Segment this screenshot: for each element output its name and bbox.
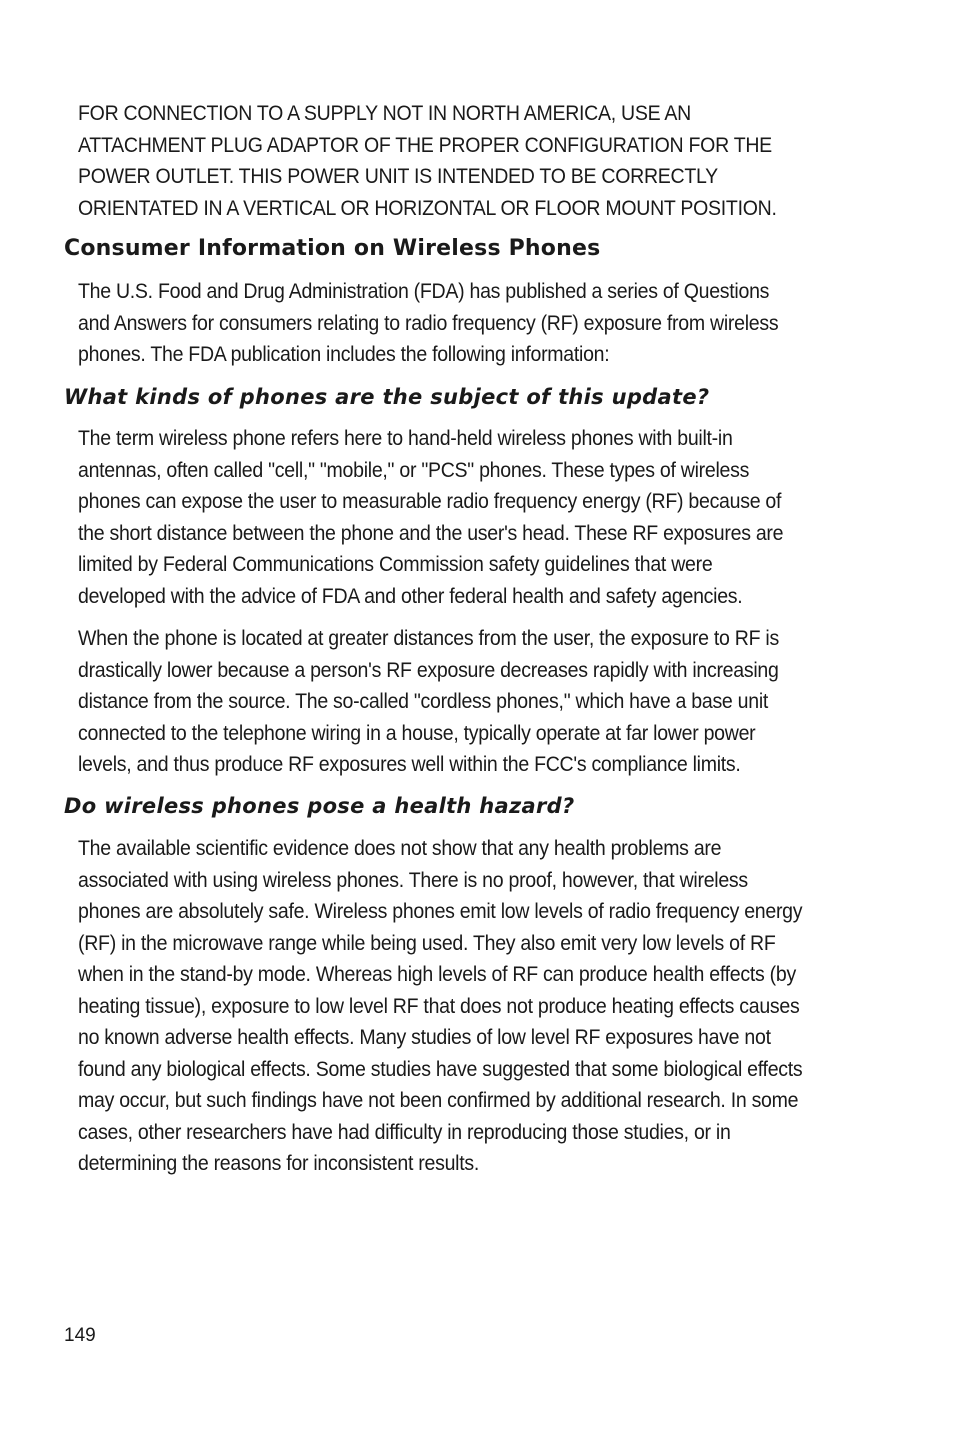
power-notice-paragraph: FOR CONNECTION TO A SUPPLY NOT IN NORTH AMERICA, USE AN ATTACHMENT PLUG ADAPTOR OF THE PROPER CONFIGURATION FOR THE POWER OUTLET. THIS POWER UNIT IS INTENDED TO BE CORRECTLY ORIENTATED IN A VERTICAL OR HORIZONTAL OR FLOOR MOUNT POSITION. — [78, 102, 777, 220]
phones-subject-paragraph-2: When the phone is located at greater distances from the user, the exposure to RF is drastically lower because a person's RF exposure decreases rapidly with increasing distance from the source. The so-called "cordless phones," which have a base unit connected to the telephone wiring in a house, typically operate at far lower power levels, and thus produce RF exposures well within the FCC's compliance limits. — [78, 627, 779, 776]
question-heading-phones-subject: What kinds of phones are the subject of this update? — [64, 385, 710, 409]
page-number: 149 — [64, 1325, 96, 1346]
section-heading-consumer-information: Consumer Information on Wireless Phones — [64, 236, 601, 261]
fda-intro-paragraph: The U.S. Food and Drug Administration (FDA) has published a series of Questions and Answers for consumers relating to radio frequency (RF) exposure from wireless phones. The FDA publication includes the following information: — [78, 280, 779, 366]
question-heading-health-hazard: Do wireless phones pose a health hazard? — [64, 794, 575, 818]
health-hazard-paragraph: The available scientific evidence does not show that any health problems are associated with using wireless phones. There is no proof, however, that wireless phones are absolutely safe. Wireless phones emit low levels of radio frequency energy (RF) in the microwave range while being used. They also emit very low levels of RF when in the stand-by mode. Whereas high levels of RF can produce health effects (by heating tissue), exposure to low level RF that does not produce heating effects causes no known adverse health effects. Many studies of low level RF exposures have not found any biological effects. Some studies have suggested that some biological effects may occur, but such findings have not been confirmed by additional research. In some cases, other researchers have had difficulty in reproducing those studies, or in determining the reasons for inconsistent results. — [78, 837, 803, 1175]
phones-subject-paragraph-1: The term wireless phone refers here to hand-held wireless phones with built-in antennas, often called "cell," "mobile," or "PCS" phones. These types of wireless phones can expose the user to measurable radio frequency energy (RF) because of the short distance between the phone and the user's head. These RF exposures are limited by Federal Communications Commission safety guidelines that were developed with the advice of FDA and other federal health and safety agencies. — [78, 427, 784, 608]
